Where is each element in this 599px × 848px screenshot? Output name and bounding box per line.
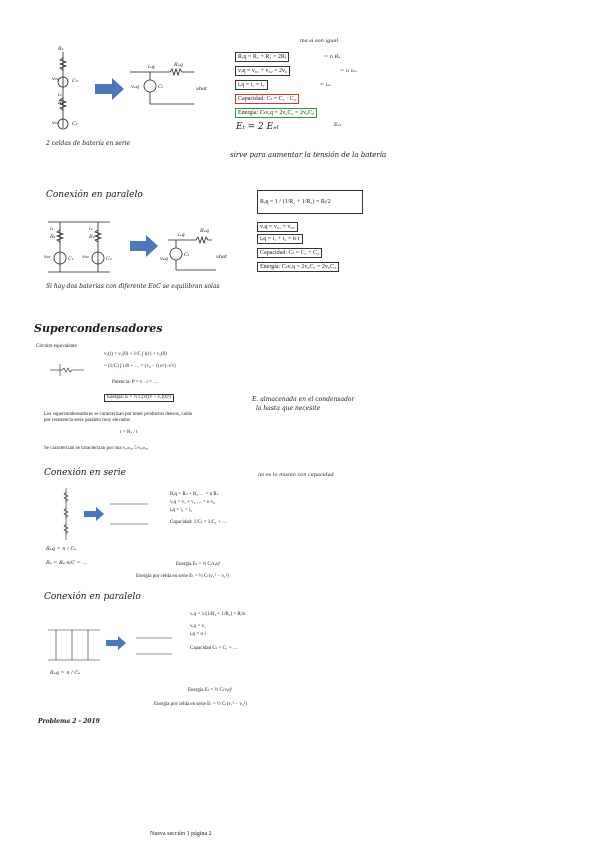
sc-series-formula-3: iₑq = i₁ = i₂ — [170, 508, 193, 513]
sc-parallel-formula-3: iₑq = n·i — [190, 632, 207, 637]
sc-parallel-left-eq: Rₑq = n / Cₑ — [50, 670, 81, 676]
series-formula-veq: vₑq = v₀₁ + v₀₂ = 2v₀ — [235, 66, 290, 76]
series-label-c2: C₂ — [72, 78, 78, 84]
series-label-v2: v₀₂ — [52, 120, 59, 126]
series-energy-sub: Eₑₗ — [334, 122, 341, 128]
sc-parallel-formula-4: Capacidad Cₜ = C₁ + … — [190, 646, 238, 651]
supercap-text-3: r = Rₛ / t — [120, 430, 138, 435]
series-remark: sirve para aumentar la tensión de la batería — [230, 151, 387, 159]
parallel-formula-capacity: Capacidad: Cₜ = C₁ + C₂ — [257, 248, 322, 258]
series-label-r2: R₂ — [58, 100, 64, 106]
parallel-label-i1: i₁ — [50, 226, 54, 232]
parallel-label-c1: C₁ — [68, 256, 74, 262]
sc-series-formula-1: Rₑq = Rₛ + R₂ … = n Rₛ — [170, 492, 219, 497]
parallel-label-ct: Cₜ — [184, 252, 190, 258]
sc-parallel-arrow — [106, 636, 126, 650]
series-label-c1: C₁ — [72, 121, 78, 127]
sc-parallel-formula-1: vₑq = 1/(1/R₁ + 1/R₂) = Rⱼ/n — [190, 612, 246, 617]
parallel-label-vbat: vbat — [216, 254, 228, 260]
series-label-v1: v₀₁ — [52, 76, 59, 82]
series-label-r1: R₁ — [58, 46, 64, 52]
series-side-note-2: = n vₑₓ — [340, 68, 358, 74]
series-formula-energy: Energía: Cₜvₑq = 2v₀C₁ = 2v₀C₂ — [235, 108, 317, 118]
parallel-remark: Si hay dos baterías con diferente EoC se equilibran solas — [46, 283, 220, 290]
series-side-note-3: = iₑₓ — [320, 82, 332, 88]
supercap-eq2: = (1/C) ∫ i dt + … = (v₀ − t) e^(−t/τ) — [104, 364, 176, 369]
series-annotation-top: ma si son igual — [300, 38, 339, 44]
parallel-label-i2: i₂ — [89, 226, 93, 232]
sc-series-left-eq: Rₑq = n / Cₑ — [46, 546, 77, 552]
parallel-label-ieq: iₑq — [178, 232, 185, 238]
parallel-label-r2: R₂ — [89, 234, 95, 240]
parallel-title: Conexión en paralelo — [46, 190, 143, 200]
series-formula-ieq: iₑq = i₁ = i₂ — [235, 80, 268, 90]
series-side-note-1: = n Rₑ — [324, 54, 341, 60]
sc-parallel-title: Conexión en paralelo — [44, 592, 141, 602]
sc-series-formula-6: Energía por celda en serie Eₜ = ½ Cₜ(v₁² − v₂²) — [136, 574, 229, 579]
supercap-text-2: por resistencia serie paralelo muy elevados — [44, 418, 130, 423]
series-label-req: Rₑq — [174, 62, 183, 68]
sc-parallel-formula-2: vₑq = v₁ — [190, 624, 206, 629]
sc-parallel-formula-6: Energía por celda en serie Eₜ = ½ Cₜ(v₁² − v₂²) — [154, 702, 247, 707]
sc-series-left-eq2: Rₑ = Rₑ·n/C = … — [46, 560, 88, 566]
parallel-label-veq: vₑq — [160, 256, 168, 262]
sc-series-title: Conexión en serie — [44, 468, 126, 478]
sc-series-formula-5: Energía Eₜ = ½ Cₜvₑq² — [176, 562, 221, 567]
supercap-text-4: Se caracterizan se caracterizan por una v꜀ₘₐₓ 5 v꜀ₘₐₓ — [44, 446, 149, 451]
supercap-handnote-1: E. almacenada en el condensador — [252, 396, 355, 403]
supercap-title: Supercondensadores — [34, 322, 163, 335]
series-formula-capacity: Capacidad: Cₜ = C₁ · C₂ — [235, 94, 299, 104]
parallel-formula-req: Rₑq = 1 / (1/R₁ + 1/R₂) = Rⱼ/2 — [257, 190, 363, 214]
sc-series-formula-2: vₑq = v₁ + v₂ … = n v₀ — [170, 500, 215, 505]
parallel-label-v1: v₀₁ — [44, 254, 51, 260]
parallel-label-c2: C₂ — [106, 256, 112, 262]
supercap-text-1: Los supercondensadores se caracterizan por tener productos densos, caída — [44, 412, 192, 417]
series-label-veq: vₑq — [131, 84, 139, 90]
supercap-eq4: Energía: E = ½ C(v(t)² − v꜀(0)²) — [104, 394, 174, 402]
series-label-ct: Cₜ — [158, 84, 164, 90]
series-label-vbat: vbat — [196, 86, 208, 92]
footer-note: Problema 2 - 2019 — [38, 718, 100, 725]
parallel-formula-energy: Energía: Cₜvₑq = 2v₀C₁ = 2v₀C₂ — [257, 262, 339, 272]
series-energy-note: Eₜ = 2 Eₑₗ — [236, 122, 279, 132]
sc-parallel-formula-5: Energía Eₜ = ½ Cₜvₑq² — [188, 688, 233, 693]
series-label-i2: i₂ — [58, 92, 62, 98]
page-footer: Nueva sección 1 página 2 — [150, 831, 212, 837]
series-label-ieq: iₑq — [148, 64, 155, 70]
series-caption: 2 celdas de batería en serie — [46, 140, 131, 147]
sc-series-formula-4: Capacidad: 1/Cₜ = 1/C₁ + … — [170, 520, 228, 525]
parallel-formula-ieq: iₑq = i₁ + i₂ = n·i — [257, 234, 303, 244]
parallel-label-req: Rₑq — [200, 228, 209, 234]
parallel-formula-veq: vₑq = v₀₁ = v₀₂ — [257, 222, 298, 232]
parallel-label-r1: R₁ — [50, 234, 56, 240]
series-formula-req: Rₑq = R₁ + R₂ = 2Rⱼ — [235, 52, 289, 62]
supercap-handnote-2: la hasta que necesite — [256, 405, 321, 412]
sc-series-note: no es lo mismo con capacidad — [258, 472, 334, 478]
parallel-label-v2: v₀₂ — [82, 254, 89, 260]
supercap-eq1: v꜀(t) = v꜀(0) + 1/C ∫ i(τ) + v꜀(0) — [104, 352, 167, 357]
supercap-eq3: Potencia: P = v · i = … — [112, 380, 159, 385]
supercap-subtitle: Circuito equivalente — [36, 344, 77, 349]
